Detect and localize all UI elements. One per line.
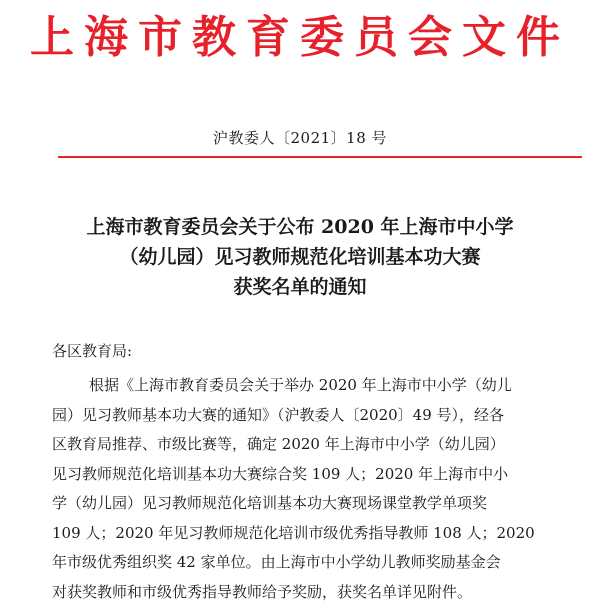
body-line: 区教育局推荐、市级比赛等，确定 2020 年上海市中小学（幼儿园） bbox=[52, 435, 505, 453]
body-line: 园）见习教师基本功大赛的通知》（沪教委人〔2020〕49 号），经各 bbox=[52, 405, 505, 424]
body-line: 109 人；2020 年见习教师规范化培训市级优秀指导教师 108 人；2020 bbox=[52, 523, 535, 542]
body-line: 见习教师规范化培训基本功大赛综合奖 109 人；2020 年上海市中小 bbox=[52, 464, 509, 483]
body-line: 年市级优秀组织奖 42 家单位。由上海市中小学幼儿教师奖励基金会 bbox=[52, 553, 501, 571]
red-divider-rule bbox=[58, 156, 582, 158]
notice-title-line: （幼儿园）见习教师规范化培训基本功大赛 bbox=[119, 246, 481, 268]
notice-title-line: 上海市教育委员会关于公布 2020 年上海市中小学 bbox=[86, 216, 514, 238]
body-line: 对获奖教师和市级优秀指导教师给予奖励，获奖名单详见附件。 bbox=[52, 582, 473, 601]
document-number: 沪教委人〔2021〕18 号 bbox=[212, 129, 388, 147]
notice-title bbox=[40, 212, 560, 302]
agency-header-title: 上海市教育委员会文件 bbox=[30, 12, 570, 63]
body-paragraph bbox=[52, 371, 552, 607]
body-line: 学（幼儿园）见习教师规范化培训基本功大赛现场课堂教学单项奖 bbox=[52, 494, 488, 512]
salutation: 各区教育局: bbox=[52, 342, 133, 360]
notice-title-line: 获奖名单的通知 bbox=[233, 276, 367, 298]
body-line: 根据《上海市教育委员会关于举办 2020 年上海市中小学（幼儿 bbox=[89, 376, 512, 394]
